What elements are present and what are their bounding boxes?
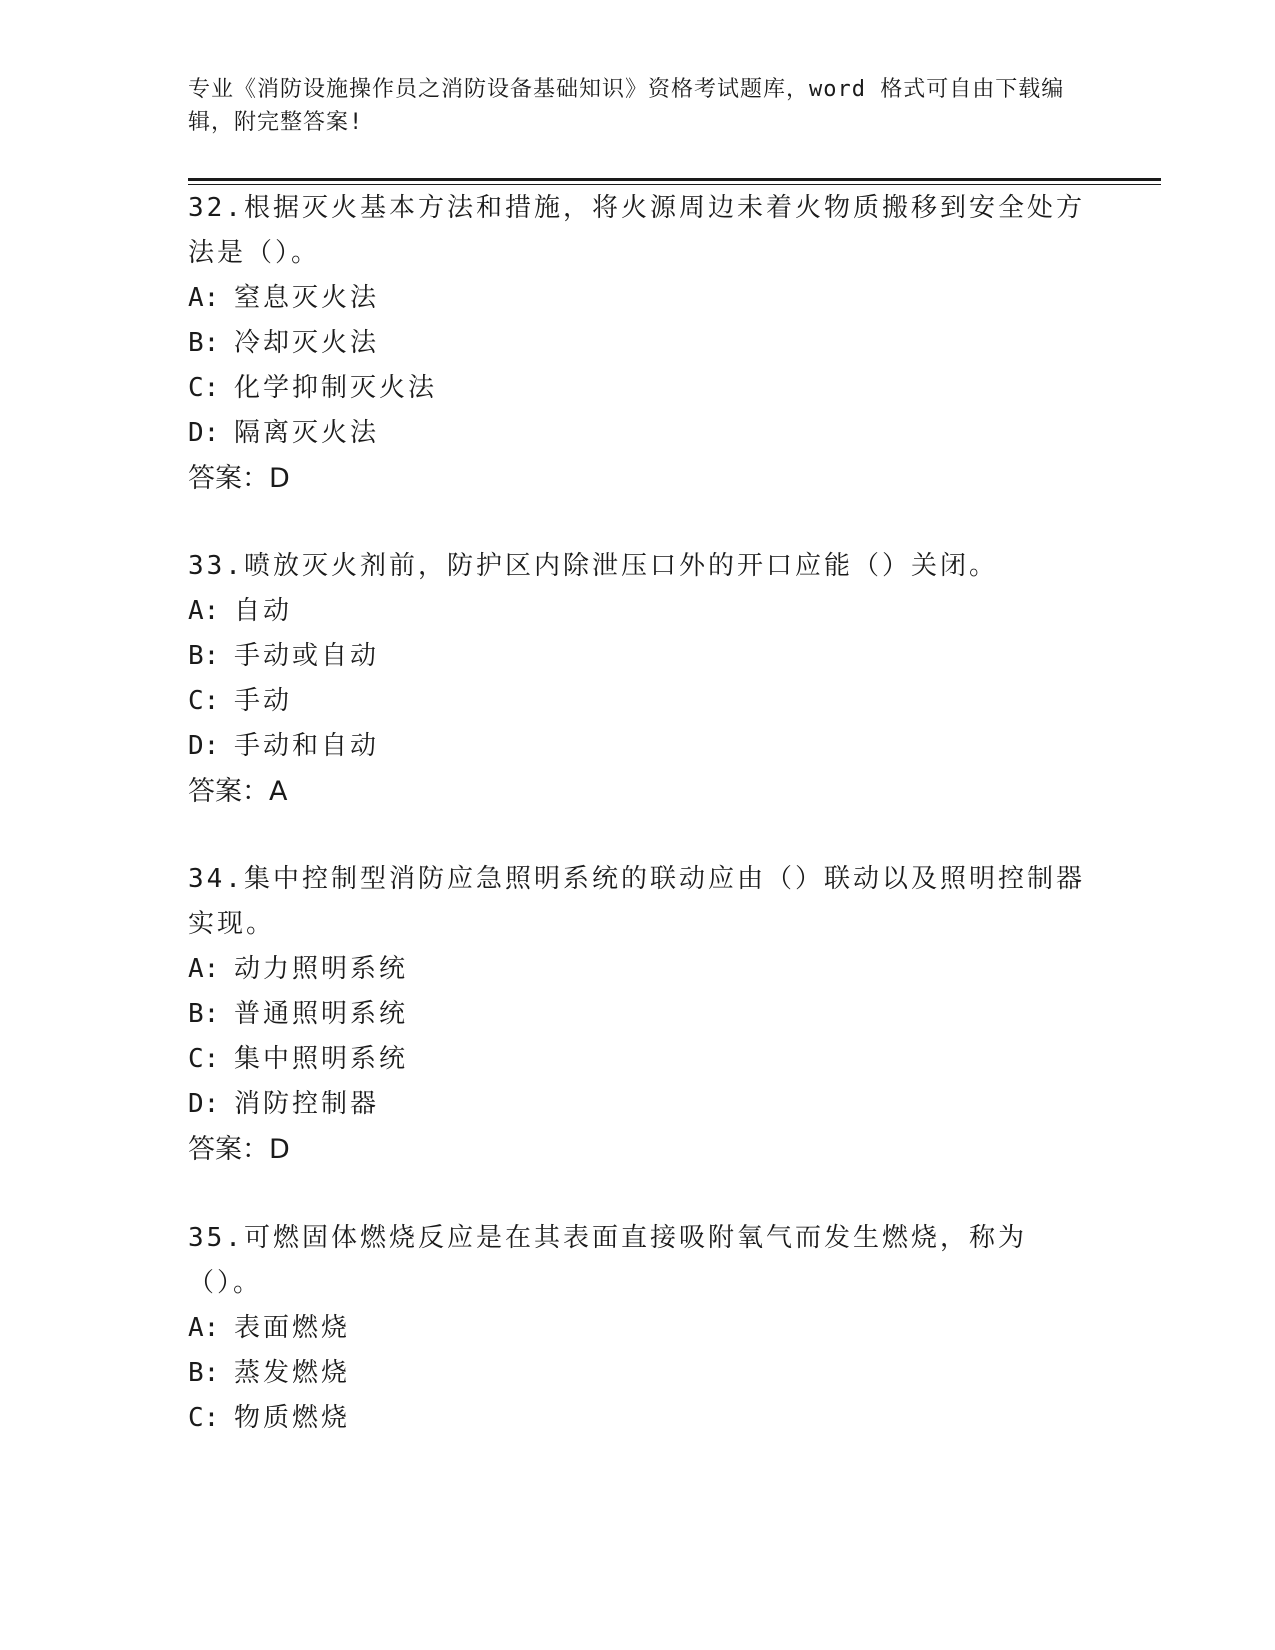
option-b: B: 蒸发燃烧 bbox=[188, 1358, 351, 1388]
question-34 bbox=[188, 857, 1088, 1172]
option-b: B: 冷却灭火法 bbox=[188, 328, 380, 358]
question-stem: 35.可燃固体燃烧反应是在其表面直接吸附氧气而发生燃烧，称为（）。 bbox=[188, 1223, 1027, 1298]
question-35 bbox=[188, 1216, 1088, 1441]
option-d: D: 消防控制器 bbox=[188, 1089, 380, 1119]
answer: 答案：D bbox=[188, 1134, 290, 1165]
header-divider-thin bbox=[188, 184, 1161, 185]
document-header: 专业《消防设施操作员之消防设备基础知识》资格考试题库，word 格式可自由下载编辑，附完整答案! bbox=[188, 77, 1065, 135]
option-d: D: 手动和自动 bbox=[188, 731, 380, 761]
option-b: B: 普通照明系统 bbox=[188, 999, 409, 1029]
option-d: D: 隔离灭火法 bbox=[188, 418, 380, 448]
option-c: C: 集中照明系统 bbox=[188, 1044, 409, 1074]
option-c: C: 物质燃烧 bbox=[188, 1403, 351, 1433]
answer: 答案：A bbox=[188, 776, 288, 807]
question-32 bbox=[188, 186, 1088, 501]
option-a: A: 表面燃烧 bbox=[188, 1313, 351, 1343]
option-b: B: 手动或自动 bbox=[188, 641, 380, 671]
question-stem: 32.根据灭火基本方法和措施，将火源周边未着火物质搬移到安全处方法是（）。 bbox=[188, 193, 1085, 268]
option-c: C: 手动 bbox=[188, 686, 293, 716]
question-stem: 34.集中控制型消防应急照明系统的联动应由（）联动以及照明控制器实现。 bbox=[188, 864, 1085, 939]
header-divider-thick bbox=[188, 178, 1161, 181]
option-a: A: 自动 bbox=[188, 596, 293, 626]
option-a: A: 窒息灭火法 bbox=[188, 283, 380, 313]
option-a: A: 动力照明系统 bbox=[188, 954, 409, 984]
question-stem: 33.喷放灭火剂前，防护区内除泄压口外的开口应能（）关闭。 bbox=[188, 551, 998, 581]
answer: 答案：D bbox=[188, 463, 290, 494]
question-33 bbox=[188, 544, 1088, 814]
option-c: C: 化学抑制灭火法 bbox=[188, 373, 438, 403]
